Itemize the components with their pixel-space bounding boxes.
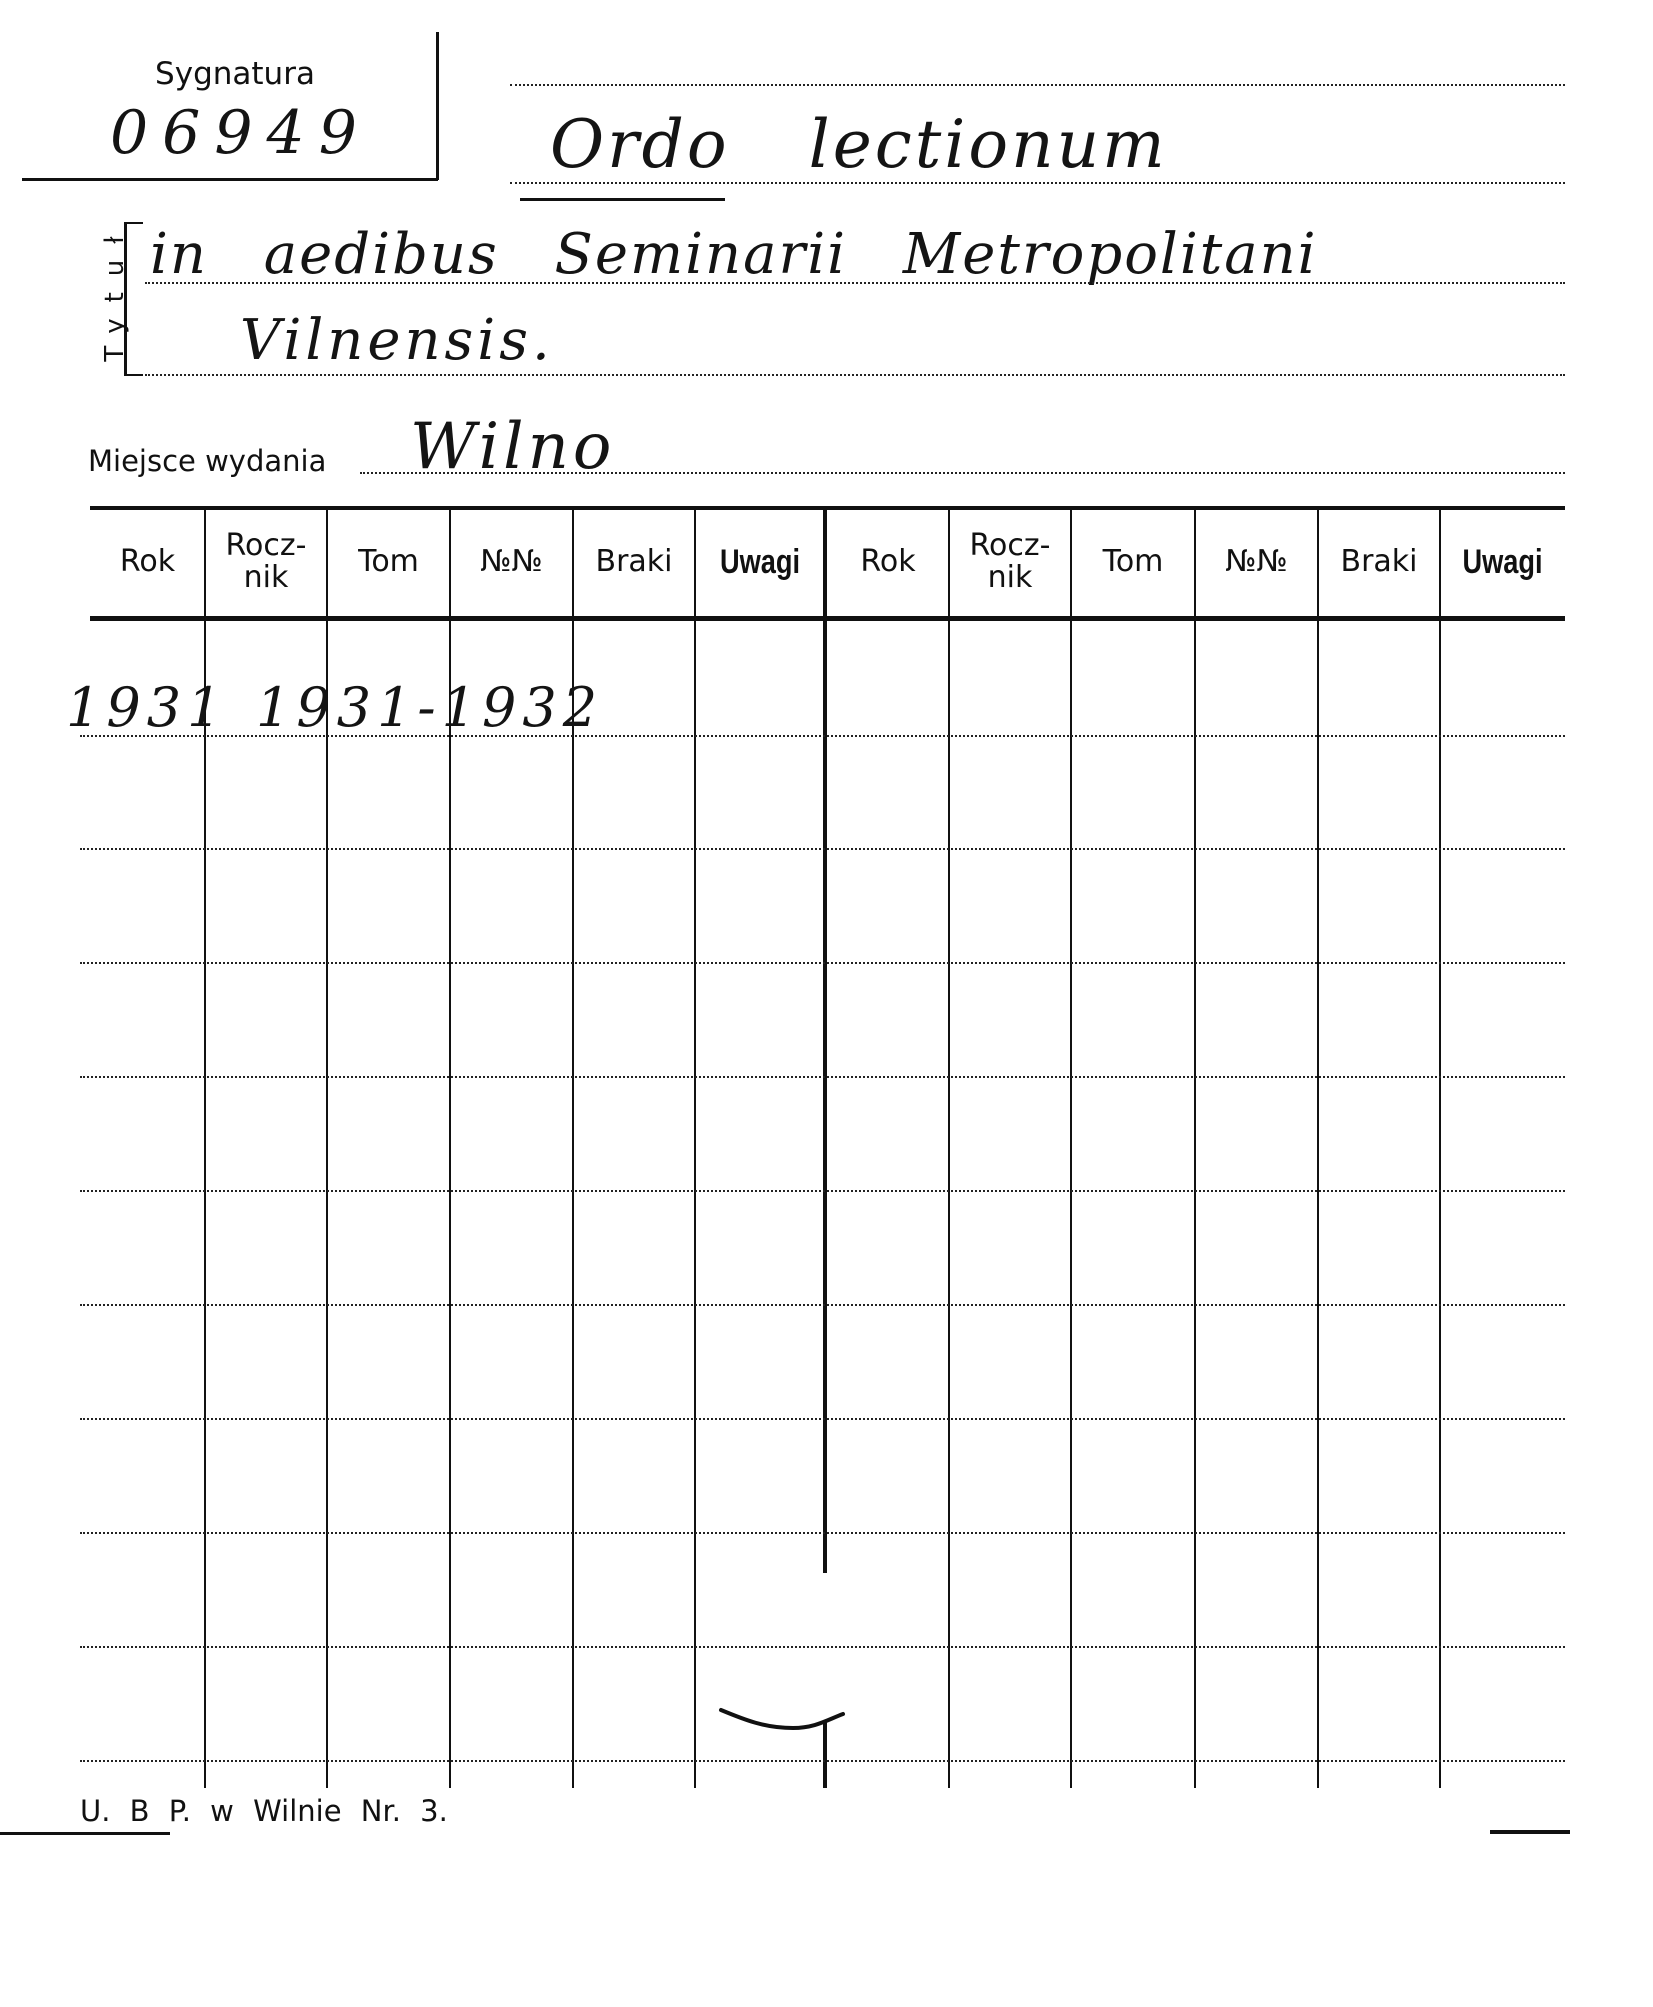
header-numery-2-text: №№	[1225, 544, 1288, 579]
title-line-2: in aedibus Seminarii Metropolitani	[150, 222, 1318, 287]
column-rule-5	[694, 508, 696, 1788]
header-tom-1-text: Tom	[358, 544, 419, 579]
title-dotted-line-1	[510, 182, 1565, 184]
title-dotted-line-0	[510, 84, 1565, 86]
title-line-1: Ordo lectionum	[550, 106, 1168, 183]
row-line-3	[80, 962, 1565, 964]
edge-stroke-right	[1490, 1830, 1570, 1834]
table-header-rule	[90, 616, 1565, 621]
header-tom-1	[327, 512, 450, 612]
header-braki-2-text: Braki	[1340, 544, 1418, 579]
row-line-5	[80, 1190, 1565, 1192]
header-numery-1	[450, 512, 573, 612]
header-rocznik-1	[205, 512, 327, 612]
header-braki-2	[1318, 512, 1440, 612]
header-braki-1	[573, 512, 695, 612]
header-uwagi-2	[1453, 512, 1553, 612]
header-rok-2-text: Rok	[860, 544, 916, 579]
row-line-2	[80, 848, 1565, 850]
header-tom-2	[1071, 512, 1195, 612]
miejsce-value: Wilno	[410, 410, 616, 484]
header-numery-1-text: №№	[480, 544, 543, 579]
sygnatura-label: Sygnatura	[155, 56, 315, 92]
title-underline-stroke	[520, 198, 725, 201]
header-braki-1-text: Braki	[595, 544, 673, 579]
title-dotted-line-2	[145, 282, 1565, 284]
column-rule-center	[823, 508, 827, 1573]
tytul-bracket	[124, 222, 143, 376]
miejsce-dotted-line	[360, 472, 1565, 474]
header-rocznik-2	[949, 512, 1071, 612]
sygnatura-underline	[22, 178, 438, 181]
header-rocznik-1-a: Rocz-	[225, 528, 307, 563]
tytul-text: Tytuł	[100, 220, 130, 362]
header-numery-2	[1195, 512, 1318, 612]
miejsce-label: Miejsce wydania	[88, 444, 327, 478]
column-rule-11	[1439, 508, 1441, 1788]
footer-imprint: U. B P. w Wilnie Nr. 3.	[80, 1794, 448, 1828]
sygnatura-value: 06949	[110, 98, 371, 168]
header-uwagi-1	[708, 512, 812, 612]
column-rule-9	[1194, 508, 1196, 1788]
row-line-4	[80, 1076, 1565, 1078]
row-line-8	[80, 1532, 1565, 1534]
edge-stroke-left	[0, 1832, 170, 1835]
header-tom-2-text: Tom	[1102, 544, 1164, 579]
header-rok-1-text: Rok	[119, 544, 176, 579]
sygnatura-divider	[436, 32, 439, 180]
header-uwagi-2-text: Uwagi	[1462, 543, 1543, 581]
column-rule-7	[948, 508, 950, 1788]
header-rocznik-1-b: nik	[243, 560, 289, 595]
column-rule-8	[1070, 508, 1072, 1788]
entry-rok: 1931	[66, 676, 228, 739]
header-uwagi-1-text: Uwagi	[719, 543, 801, 581]
header-rocznik-2-a: Rocz-	[969, 528, 1051, 563]
header-rok-1	[90, 512, 205, 612]
table-top-rule	[90, 506, 1565, 510]
header-rok-2	[827, 512, 949, 612]
row-line-6	[80, 1304, 1565, 1306]
row-line-7	[80, 1418, 1565, 1420]
entry-rocznik: 1931-1932	[256, 676, 604, 739]
column-rule-10	[1317, 508, 1319, 1788]
title-line-3: Vilnensis.	[240, 308, 554, 373]
row-line-10	[80, 1760, 1565, 1762]
row-line-9	[80, 1646, 1565, 1648]
header-rocznik-2-b: nik	[987, 560, 1033, 595]
ink-stroke	[715, 1680, 855, 1740]
title-dotted-line-3	[145, 374, 1565, 376]
